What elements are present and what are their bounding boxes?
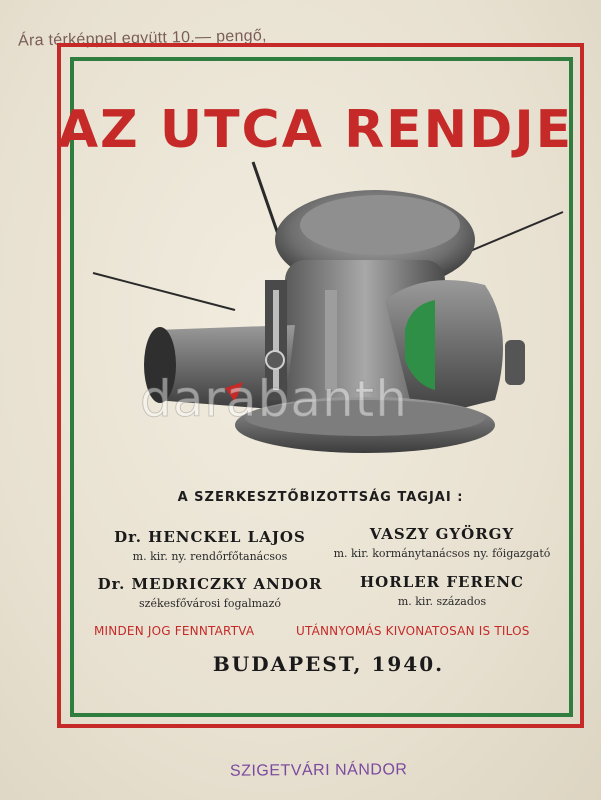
- member-role: m. kir. kormánytanácsos ny. főigazgató: [333, 547, 551, 560]
- committee-member: [312, 525, 572, 560]
- committee-heading: A SZERKESZTŐBIZOTTSÁG TAGJAI :: [177, 490, 464, 505]
- member-name: HORLER FERENC: [359, 573, 524, 591]
- publication-imprint: BUDAPEST, 1940.: [212, 652, 445, 676]
- committee-member: [312, 573, 572, 608]
- member-name: Dr. MEDRICZKY ANDOR: [97, 575, 323, 593]
- committee-member: [95, 528, 325, 563]
- cover-title: AZ UTCA RENDJE: [57, 100, 574, 160]
- member-name: VASZY GYÖRGY: [369, 525, 515, 543]
- handwritten-price-note: Ára térképpel együtt 10.— pengő,: [17, 27, 268, 50]
- reprint-prohibited-notice: UTÁNNYOMÁS KIVONATOSAN IS TILOS: [296, 624, 530, 638]
- member-role: m. kir. százados: [397, 595, 487, 608]
- committee-member: [95, 575, 325, 610]
- owner-stamp: SZIGETVÁRI NÁNDOR: [229, 761, 408, 780]
- member-name: Dr. HENCKEL LAJOS: [114, 528, 306, 546]
- member-role: m. kir. ny. rendőrfőtanácsos: [132, 550, 288, 563]
- member-role: székesfővárosi fogalmazó: [139, 597, 281, 610]
- rights-reserved-notice: MINDEN JOG FENNTARTVA: [94, 624, 255, 638]
- watermark: darabanth: [140, 370, 408, 428]
